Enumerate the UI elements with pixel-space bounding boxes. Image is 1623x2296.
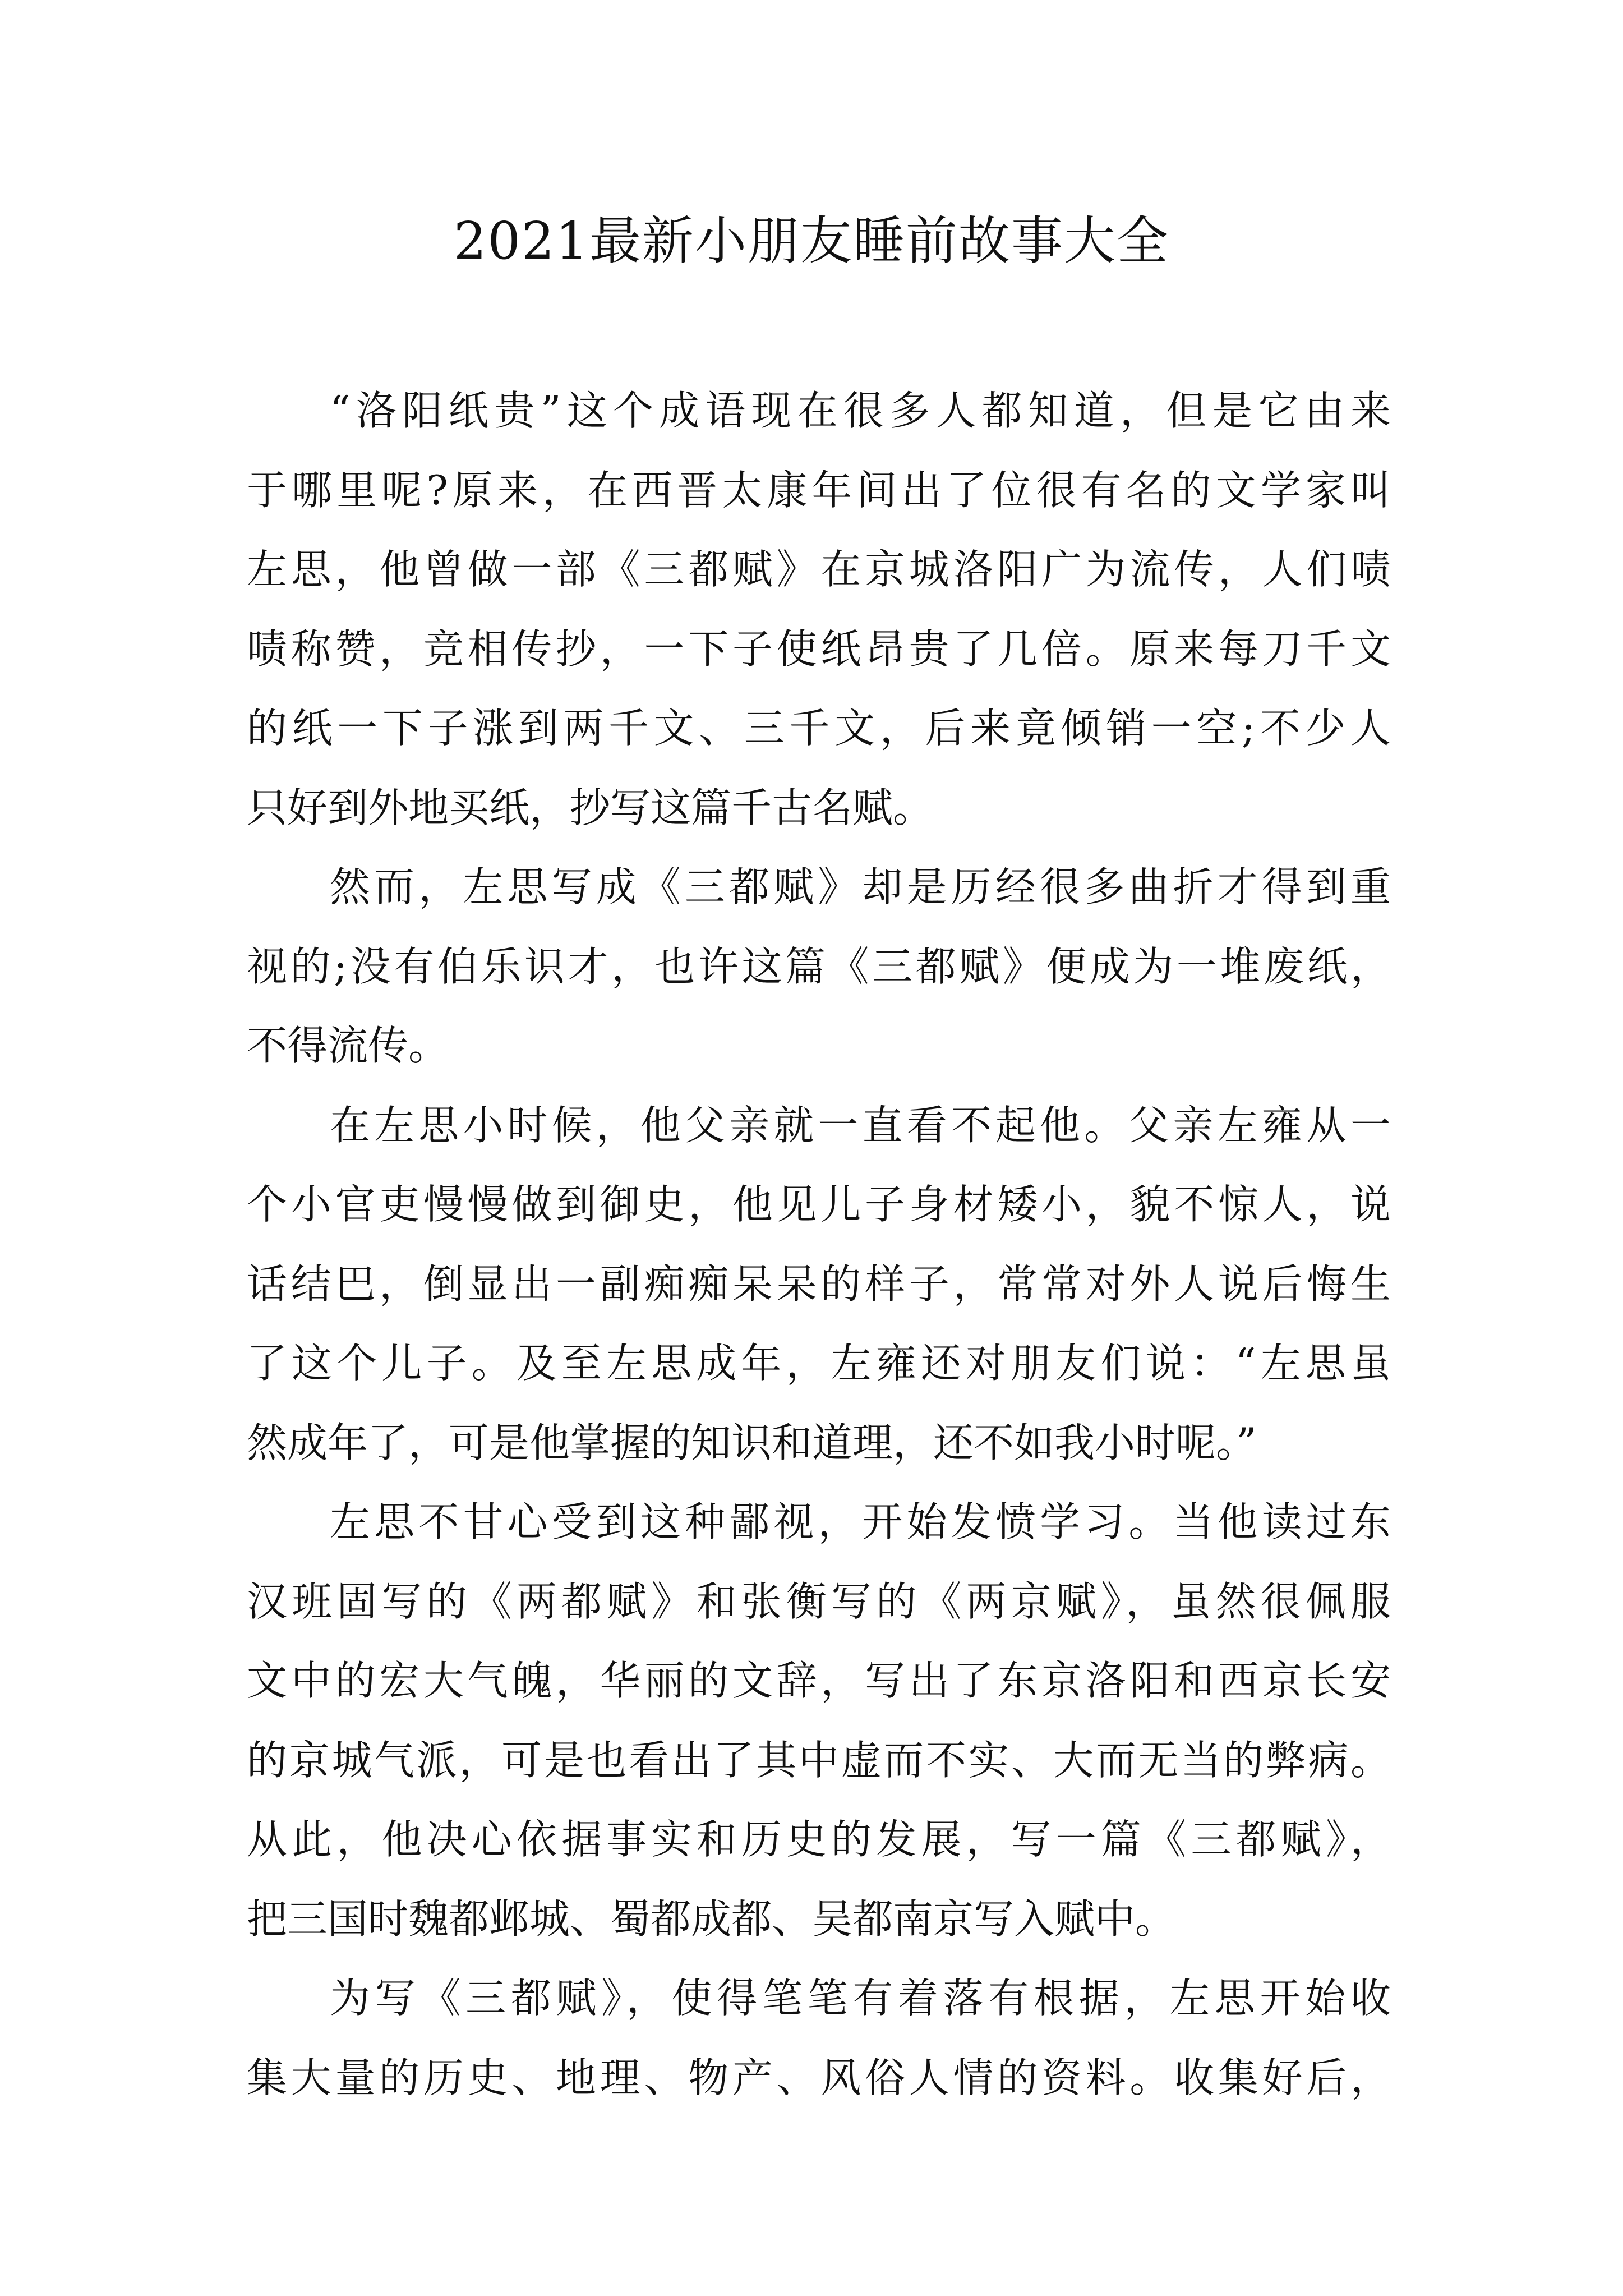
text-line: 为写《三都赋》，使得笔笔有着落有根据，左思开始收: [330, 1975, 1391, 2022]
text-line: 从此，他决心依据事实和历史的发展，写一篇《三都赋》，: [247, 1816, 1391, 1863]
text-line: 集大量的历史、地理、物产、风俗人情的资料。收集好后，: [247, 2054, 1391, 2101]
paragraph: [247, 1483, 1391, 1959]
paragraph: [247, 848, 1391, 1086]
text-line: 只好到外地买纸，抄写这篇千古名赋。: [247, 784, 934, 831]
text-line: 了这个儿子。及至左思成年，左雍还对朋友们说：“左思虽: [247, 1340, 1391, 1387]
document-title: 2021最新小朋友睡前故事大全: [453, 211, 1170, 271]
text-line: 个小官吏慢慢做到御史，他见儿子身材矮小，貌不惊人，说: [247, 1181, 1391, 1228]
text-line: 不得流传。: [247, 1022, 449, 1069]
text-line: 于哪里呢?原来，在西晋太康年间出了位很有名的文学家叫: [247, 466, 1391, 514]
text-line: 啧称赞，竞相传抄，一下子使纸昂贵了几倍。原来每刀千文: [247, 625, 1391, 673]
text-line: 的纸一下子涨到两千文、三千文，后来竟倾销一空;不少人: [247, 705, 1391, 752]
text-line: 然而，左思写成《三都赋》却是历经很多曲折才得到重: [330, 863, 1391, 910]
document-body: [247, 371, 1391, 2118]
text-line: 把三国时魏都邺城、蜀都成都、吴都南京写入赋中。: [247, 1895, 1176, 1943]
text-line: 然成年了，可是他掌握的知识和道理，还不如我小时呢。”: [247, 1419, 1257, 1466]
text-line: 在左思小时候，他父亲就一直看不起他。父亲左雍从一: [330, 1101, 1391, 1149]
paragraph: [247, 1959, 1391, 2118]
text-line: 左思，他曾做一部《三都赋》在京城洛阳广为流传，人们啧: [247, 546, 1391, 593]
text-line: 话结巴，倒显出一副痴痴呆呆的样子，常常对外人说后悔生: [247, 1260, 1391, 1308]
text-line: 视的;没有伯乐识才，也许这篇《三都赋》便成为一堆废纸，: [247, 942, 1391, 990]
text-line: 文中的宏大气魄，华丽的文辞，写出了东京洛阳和西京长安: [247, 1657, 1391, 1704]
text-line: 左思不甘心受到这种鄙视，开始发愤学习。当他读过东: [330, 1498, 1391, 1545]
text-line: “洛阳纸贵”这个成语现在很多人都知道，但是它由来: [330, 387, 1391, 434]
paragraph: [247, 1086, 1391, 1483]
text-line: 的京城气派，可是也看出了其中虚而不实、大而无当的弊病。: [247, 1736, 1391, 1784]
paragraph: [247, 371, 1391, 848]
text-line: 汉班固写的《两都赋》和张衡写的《两京赋》，虽然很佩服: [247, 1577, 1391, 1625]
